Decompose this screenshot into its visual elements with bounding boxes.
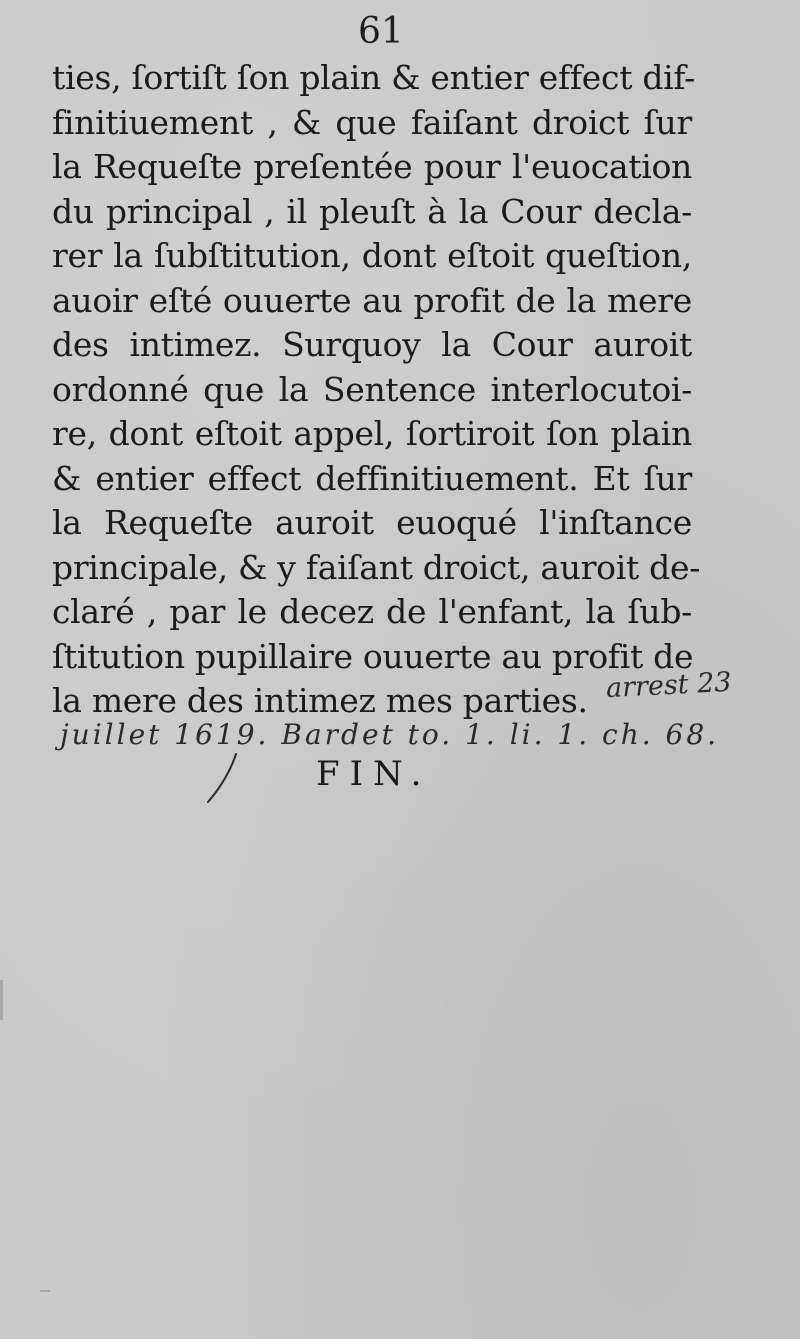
text-line: la Requeſte auroit euoqué l'inſtance xyxy=(52,503,692,542)
text-line: & entier effect deffinitiuement. Et ſur xyxy=(52,458,692,498)
page-edge-mark xyxy=(0,980,3,1020)
text-line: ties, ſortiſt ſon plain & entier effect dif- xyxy=(52,58,696,97)
page-number: 61 xyxy=(358,11,404,52)
text-line: ſtitution pupillaire ouuerte au profit de xyxy=(52,636,694,676)
closing-fin: FIN. xyxy=(316,754,432,794)
text-line: claré , par le decez de l'enfant, la ſub- xyxy=(52,592,692,631)
text-line: re, dont eſtoit appel, ſortiroit ſon plain xyxy=(52,414,692,453)
page-edge-mark xyxy=(40,1290,50,1292)
text-line: finitiuement , & que faiſant droict ſur xyxy=(52,102,692,142)
text-line: des intimez. Surquoy la Cour auroit xyxy=(52,325,692,364)
body-text xyxy=(52,56,701,724)
handwritten-annotation: arrest 23 xyxy=(605,666,733,705)
text-line: rer la ſubſtitution, dont eſtoit queſtion, xyxy=(52,236,692,275)
text-line: auoir eſté ouuerte au profit de la mere xyxy=(52,280,692,320)
text-line: ordonné que la Sentence interlocutoi- xyxy=(52,369,692,409)
handwritten-annotation-reference: juillet 1619. Bardet to. 1. li. 1. ch. 68. xyxy=(60,718,720,751)
ink-flourish-icon xyxy=(196,750,256,810)
text-line: principale, & y faiſant droict, auroit de- xyxy=(52,547,701,587)
text-line: la Requeſte preſentée pour l'euocation xyxy=(52,147,692,186)
text-line: du principal , il pleuſt à la Cour decla- xyxy=(52,191,692,231)
text-line: la mere des intimez mes parties. xyxy=(52,681,588,720)
